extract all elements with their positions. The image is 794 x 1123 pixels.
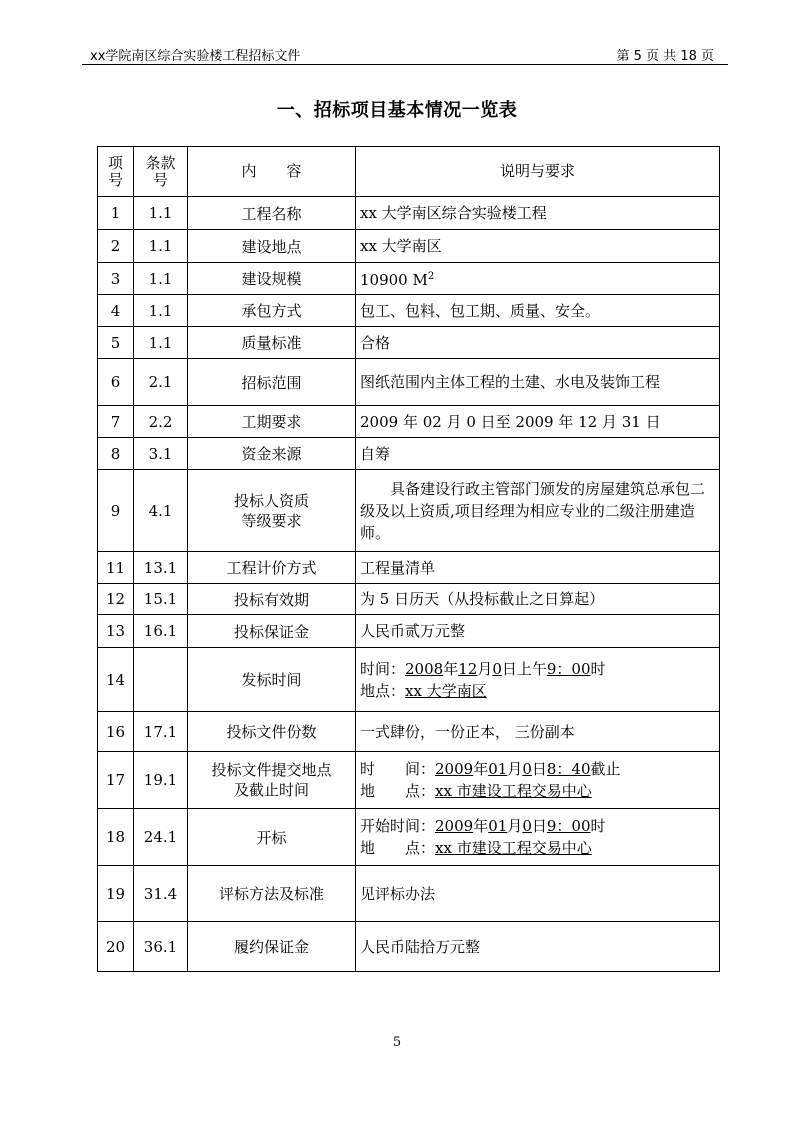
page-header <box>82 42 722 62</box>
table-header-row <box>98 147 720 197</box>
header-no: 项 号 <box>98 147 134 197</box>
submit-time-line: 时 间：2009年01月0日8：40截止 <box>360 760 621 778</box>
table-row: 1 1.1 工程名称 xx 大学南区综合实验楼工程 <box>98 197 720 230</box>
table-row: 17 19.1 投标文件提交地点 及截止时间 时 间：2009年01月0日8：40截止 地 点：xx 市建设工程交易中心 <box>98 752 720 809</box>
opening-place-line: 地 点：xx 市建设工程交易中心 <box>360 839 592 857</box>
table-row: 7 2.2 工期要求 2009 年 02 月 0 日至 2009 年 12 月 31 日 <box>98 406 720 438</box>
table-row: 19 31.4 评标方法及标准 见评标办法 <box>98 866 720 922</box>
header-divider <box>82 64 728 65</box>
table-row: 18 24.1 开标 开始时间：2009年01月0日9：00时 地 点：xx 市建设工程交易中心 <box>98 809 720 866</box>
table-row: 3 1.1 建设规模 10900 $M^2$ <box>98 263 720 295</box>
issue-place-line: 地点：xx 大学南区 <box>360 681 487 700</box>
page-number: 5 <box>392 1035 402 1050</box>
table-row: 6 2.1 招标范围 图纸范围内主体工程的土建、水电及装饰工程 <box>98 359 720 406</box>
table-row: 11 13.1 工程计价方式 工程量清单 <box>98 552 720 584</box>
header-item: 内 容 <box>188 147 356 197</box>
header-doc-title: xx学院南区综合实验楼工程招标文件 <box>90 49 301 64</box>
table-row: 4 1.1 承包方式 包工、包料、包工期、质量、安全。 <box>98 295 720 327</box>
page-title: 一、招标项目基本情况一览表 <box>276 100 518 121</box>
table-row: 5 1.1 质量标准 合格 <box>98 327 720 359</box>
opening-time-line: 开始时间：2009年01月0日9：00时 <box>360 817 606 835</box>
table-row: 2 1.1 建设地点 xx 大学南区 <box>98 230 720 263</box>
table-row: 16 17.1 投标文件份数 一式肆份，一份正本， 三份副本 <box>98 712 720 752</box>
table-row: 9 4.1 投标人资质 等级要求 具备建设行政主管部门颁发的房屋建筑总承包二级及以上资质,项目经理为相应专业的二级注册建造师。 <box>98 470 720 552</box>
header-page-info: 第 5 页 共 18 页 <box>616 49 714 64</box>
table-row: 8 3.1 资金来源 自筹 <box>98 438 720 470</box>
submit-place-line: 地 点：xx 市建设工程交易中心 <box>360 782 592 800</box>
table-row: 14 发标时间 时间：2008年12月0日上午9：00时 地点：xx 大学南区 <box>98 648 720 712</box>
project-info-table <box>97 146 720 972</box>
header-clause: 条款 号 <box>134 147 188 197</box>
table-row: 12 15.1 投标有效期 为 5 日历天（从投标截止之日算起） <box>98 584 720 615</box>
issue-time-line: 时间：2008年12月0日上午9：00时 <box>360 659 606 678</box>
header-desc: 说明与要求 <box>356 147 720 197</box>
table-row: 20 36.1 履约保证金 人民币陆拾万元整 <box>98 922 720 972</box>
table-row: 13 16.1 投标保证金 人民币贰万元整 <box>98 615 720 648</box>
